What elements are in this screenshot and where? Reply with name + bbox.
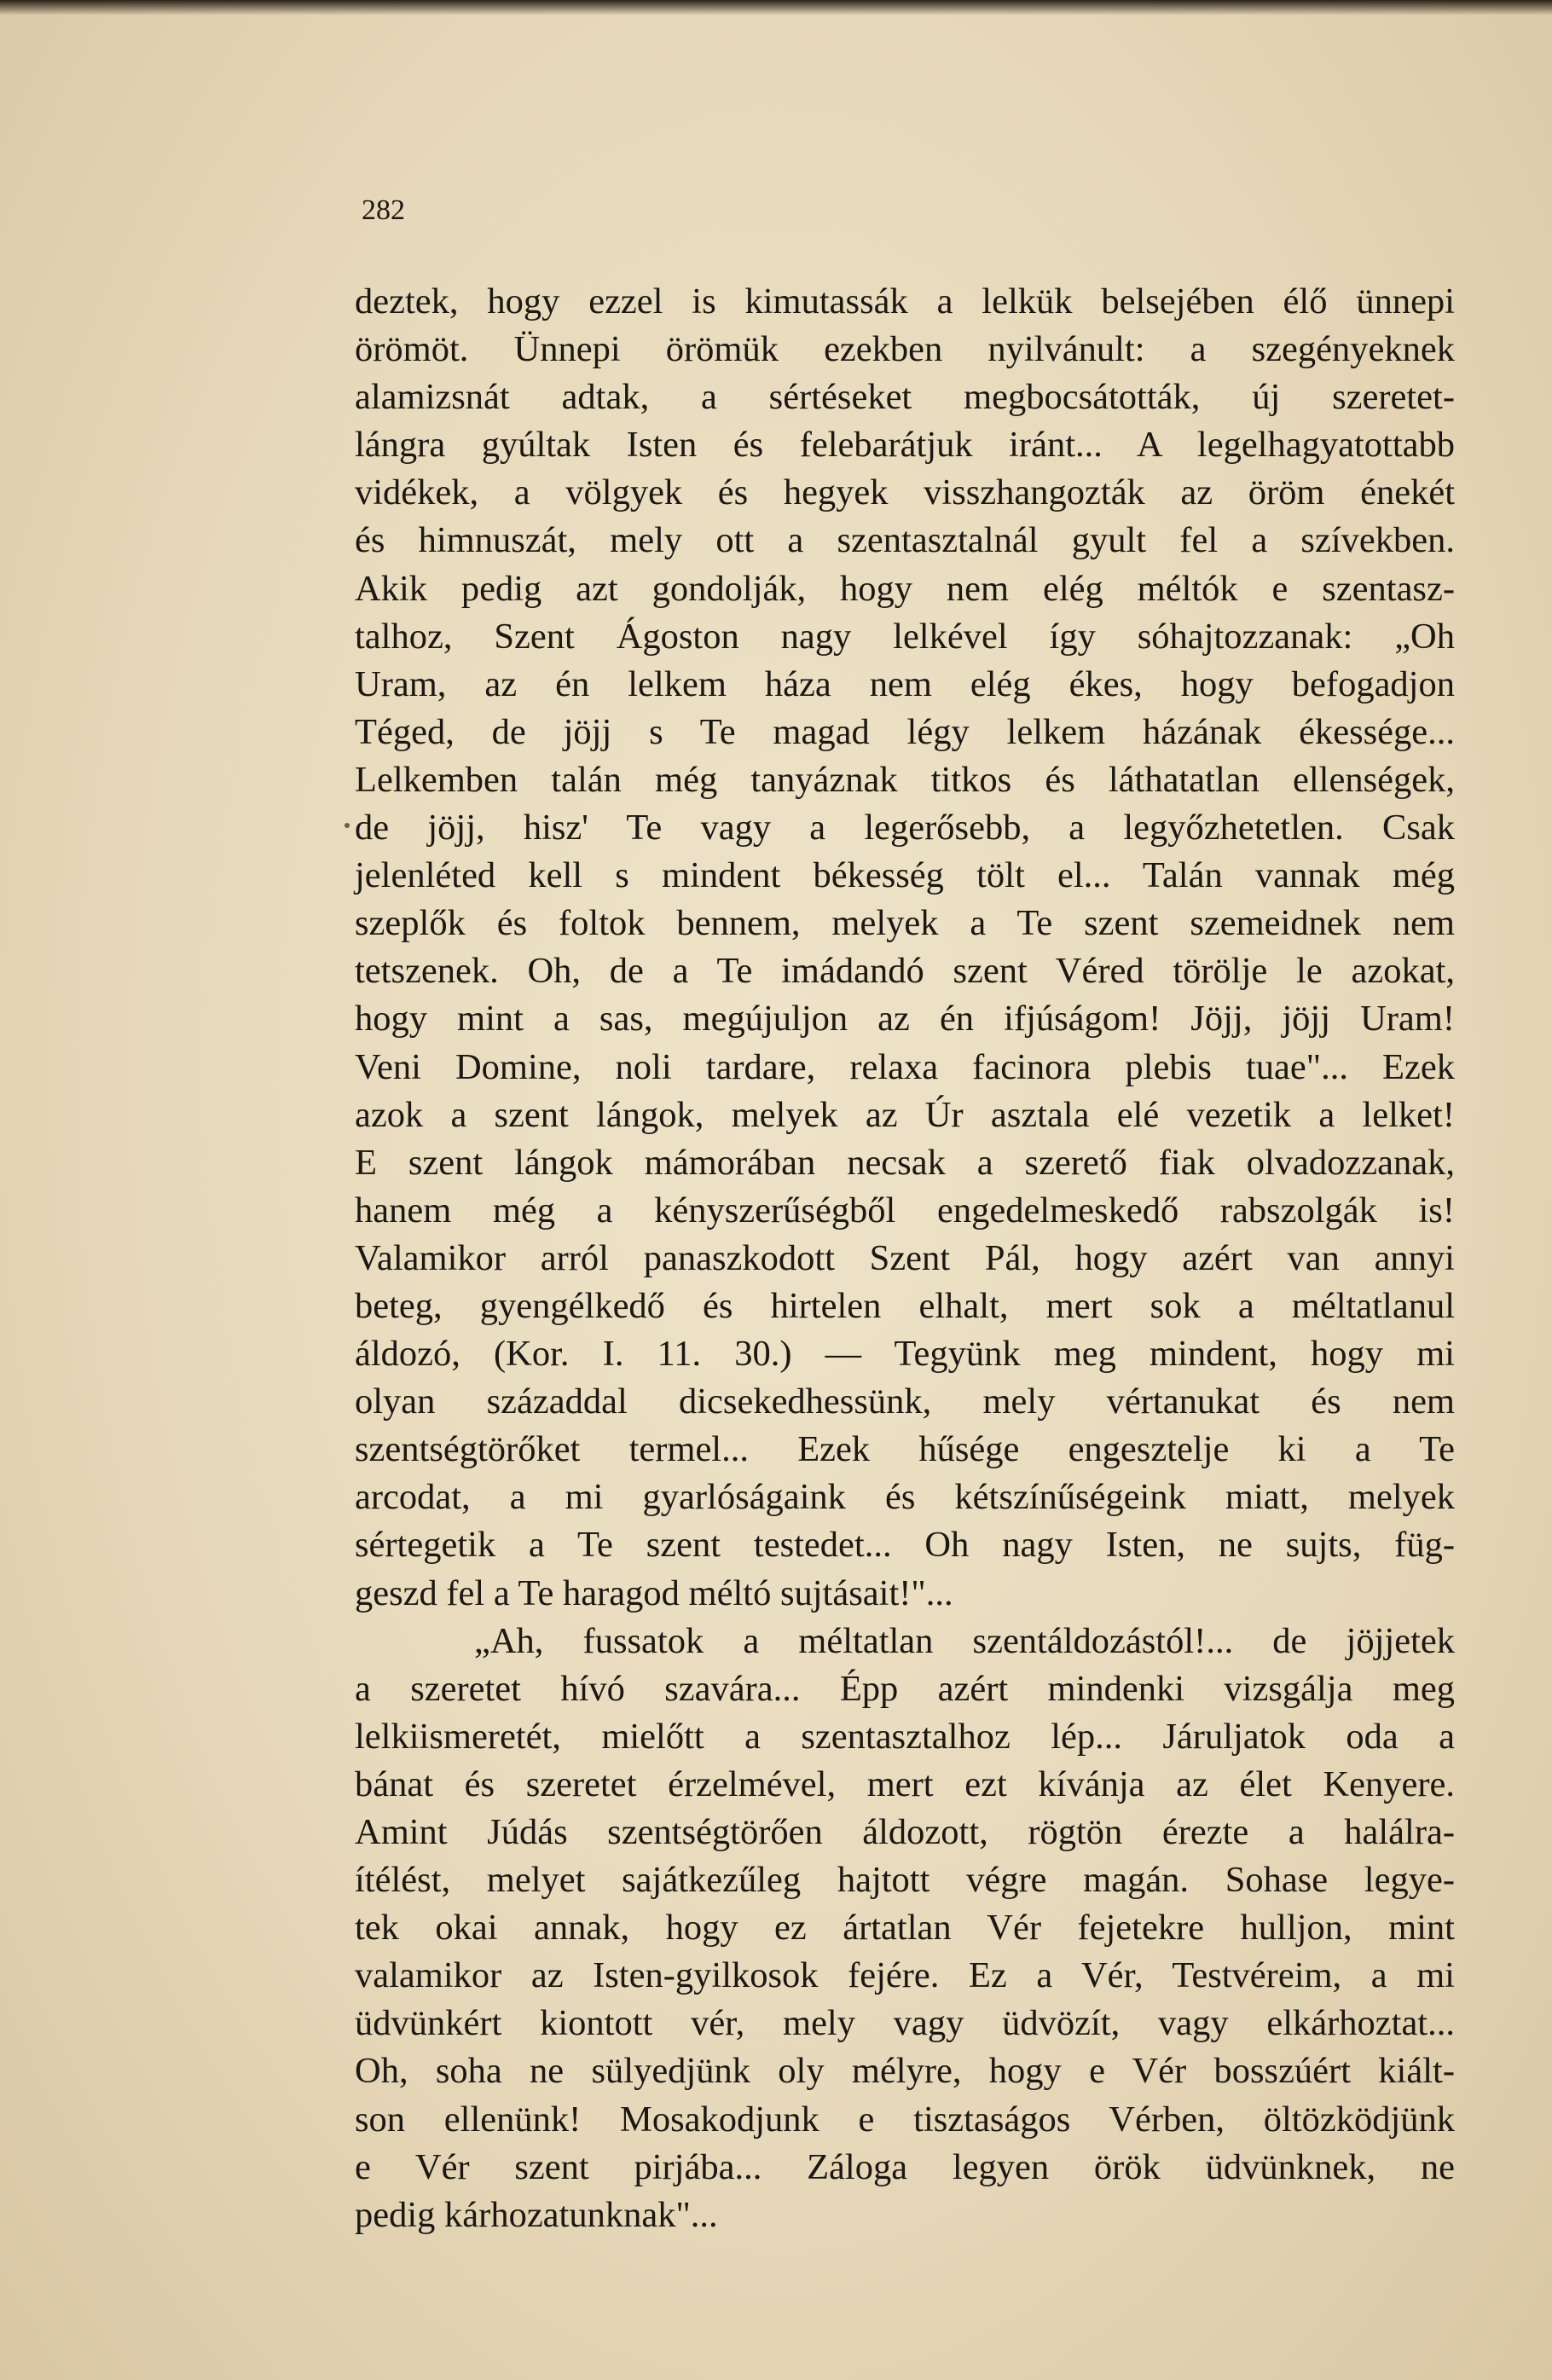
text-line: pedig kárhozatunknak"... [355, 2194, 718, 2235]
text-line: valamikor az Isten-gyilkosok fejére. Ez a Vér, Testvéreim, a mi [355, 1955, 1455, 1996]
text-line: son ellenünk! Mosakodjunk e tisztaságos Vérben, öltözködjünk [355, 2099, 1455, 2140]
text-line: üdvünkért kiontott vér, mely vagy üdvözít, vagy elkárhoztat... [355, 2003, 1455, 2044]
text-line: „Ah, fussatok a méltatlan szentáldozástól!... de jöjjetek [474, 1620, 1455, 1661]
text-line: deztek, hogy ezzel is kimutassák a lelkük belsejében élő ünnepi [355, 281, 1455, 321]
text-line: talhoz, Szent Ágoston nagy lelkével így sóhajtozzanak: „Oh [355, 616, 1455, 657]
text-line: e Vér szent pirjába... Záloga legyen örök üdvünknek, ne [355, 2146, 1455, 2187]
text-line: vidékek, a völgyek és hegyek visszhangozták az öröm énekét [355, 472, 1455, 513]
text-line: lelkiismeretét, mielőtt a szentasztalhoz lép... Járuljatok oda a [355, 1716, 1455, 1757]
text-line: E szent lángok mámorában necsak a szerető fiak olvadozzanak, [355, 1142, 1455, 1183]
text-line: lángra gyúltak Isten és felebarátjuk iránt... A legelhagyatottabb [355, 425, 1455, 466]
text-line: örömöt. Ünnepi örömük ezekben nyilvánult: a szegényeknek [355, 329, 1455, 370]
text-line: és himnuszát, mely ott a szentasztalnál gyult fel a szívekben. [355, 520, 1455, 561]
text-line: szentségtörőket termel... Ezek hűsége engesztelje ki a Te [355, 1429, 1455, 1470]
text-line: Lelkemben talán még tanyáznak titkos és láthatatlan ellenségek, [355, 759, 1455, 800]
text-line: Veni Domine, noli tardare, relaxa facinora plebis tuae"... Ezek [355, 1046, 1455, 1087]
text-line: arcodat, a mi gyarlóságaink és kétszínűségeink miatt, melyek [355, 1477, 1455, 1518]
text-line: szeplők és foltok bennem, melyek a Te szent szemeidnek nem [355, 903, 1455, 944]
text-line: áldozó, (Kor. I. 11. 30.) — Tegyünk meg mindent, hogy mi [355, 1334, 1455, 1375]
text-line: a szeretet hívó szavára... Épp azért mindenki vizsgálja meg [355, 1668, 1455, 1709]
text-line: bánat és szeretet érzelmével, mert ezt kívánja az élet Kenyere. [355, 1763, 1455, 1804]
text-line: alamizsnát adtak, a sértéseket megbocsátották, új szeretet- [355, 377, 1455, 418]
text-line: beteg, gyengélkedő és hirtelen elhalt, mert sok a méltatlanul [355, 1285, 1455, 1326]
scan-top-edge [0, 0, 1552, 15]
text-line: ítélést, melyet sajátkezűleg hajtott végre magán. Sohase legye- [355, 1860, 1455, 1901]
text-line: Valamikor arról panaszkodott Szent Pál, hogy azért van annyi [355, 1237, 1455, 1278]
text-line: de jöjj, hisz' Te vagy a legerősebb, a legyőzhetetlen. Csak [355, 808, 1455, 848]
scan-blemish [345, 823, 350, 828]
text-line: jelenléted kell s mindent békesség tölt el... Talán vannak még [355, 855, 1455, 896]
text-line: geszd fel a Te haragod méltó sujtásait!"... [355, 1572, 953, 1613]
page-number: 282 [362, 194, 405, 226]
text-line: Oh, soha ne sülyedjünk oly mélyre, hogy e Vér bosszúért kiált- [355, 2051, 1455, 2092]
text-line: tetszenek. Oh, de a Te imádandó szent Véred törölje le azokat, [355, 951, 1455, 992]
text-line: Uram, az én lelkem háza nem elég ékes, hogy befogadjon [355, 663, 1455, 704]
text-line: hogy mint a sas, megújuljon az én ifjúságom! Jöjj, jöjj Uram! [355, 999, 1455, 1039]
text-line: sértegetik a Te szent testedet... Oh nagy Isten, ne sujts, füg- [355, 1525, 1455, 1566]
text-line: Akik pedig azt gondolják, hogy nem elég méltók e szentasz- [355, 568, 1455, 609]
text-line: Amint Júdás szentségtörően áldozott, rögtön érezte a halálra- [355, 1812, 1455, 1852]
text-line: tek okai annak, hogy ez ártatlan Vér fejetekre hulljon, mint [355, 1908, 1455, 1949]
text-line: olyan századdal dicsekedhessünk, mely vértanukat és nem [355, 1381, 1455, 1422]
body-text [355, 278, 1455, 2239]
text-line: hanem még a kényszerűségből engedelmeskedő rabszolgák is! [355, 1190, 1455, 1231]
text-line: Téged, de jöjj s Te magad légy lelkem házának ékessége... [355, 711, 1455, 752]
text-line: azok a szent lángok, melyek az Úr asztala elé vezetik a lelket! [355, 1094, 1455, 1135]
